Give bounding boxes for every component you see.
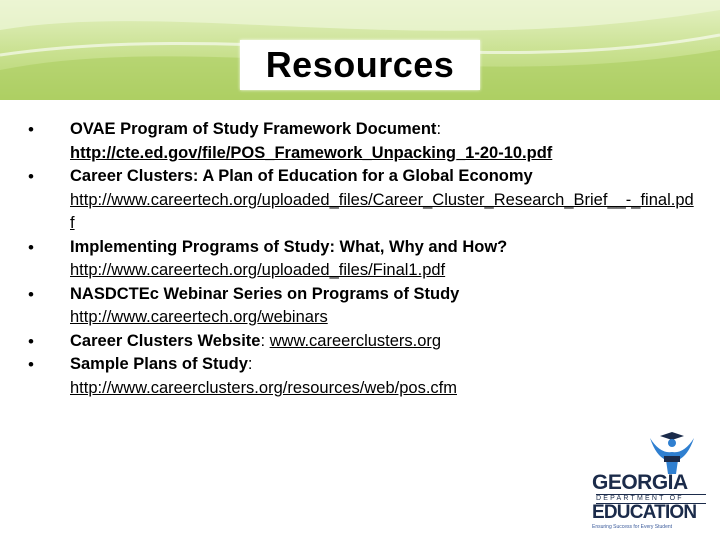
resource-separator: :: [436, 120, 442, 138]
resource-link[interactable]: www.careerclusters.org: [269, 331, 442, 350]
bullet-icon: •: [28, 167, 34, 186]
graduate-figure-icon: [642, 432, 698, 476]
bullet-icon: •: [28, 331, 34, 351]
bullet-icon: •: [28, 120, 34, 139]
resource-title: Career Clusters: A Plan of Education for a Global Economy: [70, 167, 533, 185]
georgia-doe-logo: [584, 432, 712, 532]
list-item: [28, 165, 698, 236]
logo-tagline: Ensuring Success for Every Student: [592, 524, 673, 530]
bullet-icon: •: [28, 237, 34, 257]
resource-title: Career Clusters Website: [70, 331, 261, 350]
bullet-icon: •: [28, 355, 34, 374]
resource-separator: :: [260, 331, 270, 350]
page-title: Resources: [265, 44, 455, 85]
resource-title: Implementing Programs of Study: What, Why and How?: [70, 237, 508, 256]
resource-link[interactable]: http://www.careertech.org/uploaded_files/Career_Cluster_Research_Brief__-_final.pdf: [70, 190, 694, 232]
logo-state-name: GEORGIA: [592, 471, 688, 494]
resource-title: Sample Plans of Study: [70, 355, 248, 373]
resource-list: [28, 118, 698, 400]
resource-separator: :: [247, 355, 253, 373]
list-item: [28, 236, 698, 283]
resource-link[interactable]: http://www.careertech.org/webinars: [70, 308, 328, 326]
resource-link[interactable]: http://www.careertech.org/uploaded_files/Final1.pdf: [70, 261, 446, 279]
logo-education: EDUCATION: [592, 502, 697, 523]
logo-department: DEPARTMENT OF: [596, 494, 706, 504]
resource-title: OVAE Program of Study Framework Document: [70, 120, 437, 138]
resource-title: NASDCTEc Webinar Series on Programs of Study: [70, 284, 460, 303]
list-item: [28, 283, 698, 330]
list-item: [28, 330, 698, 354]
bullet-icon: •: [28, 284, 34, 304]
resource-link[interactable]: http://cte.ed.gov/file/POS_Framework_Unpacking_1-20-10.pdf: [70, 143, 553, 162]
list-item: [28, 353, 698, 400]
resource-link[interactable]: http://www.careerclusters.org/resources/web/pos.cfm: [70, 378, 457, 397]
list-item: [28, 118, 698, 165]
